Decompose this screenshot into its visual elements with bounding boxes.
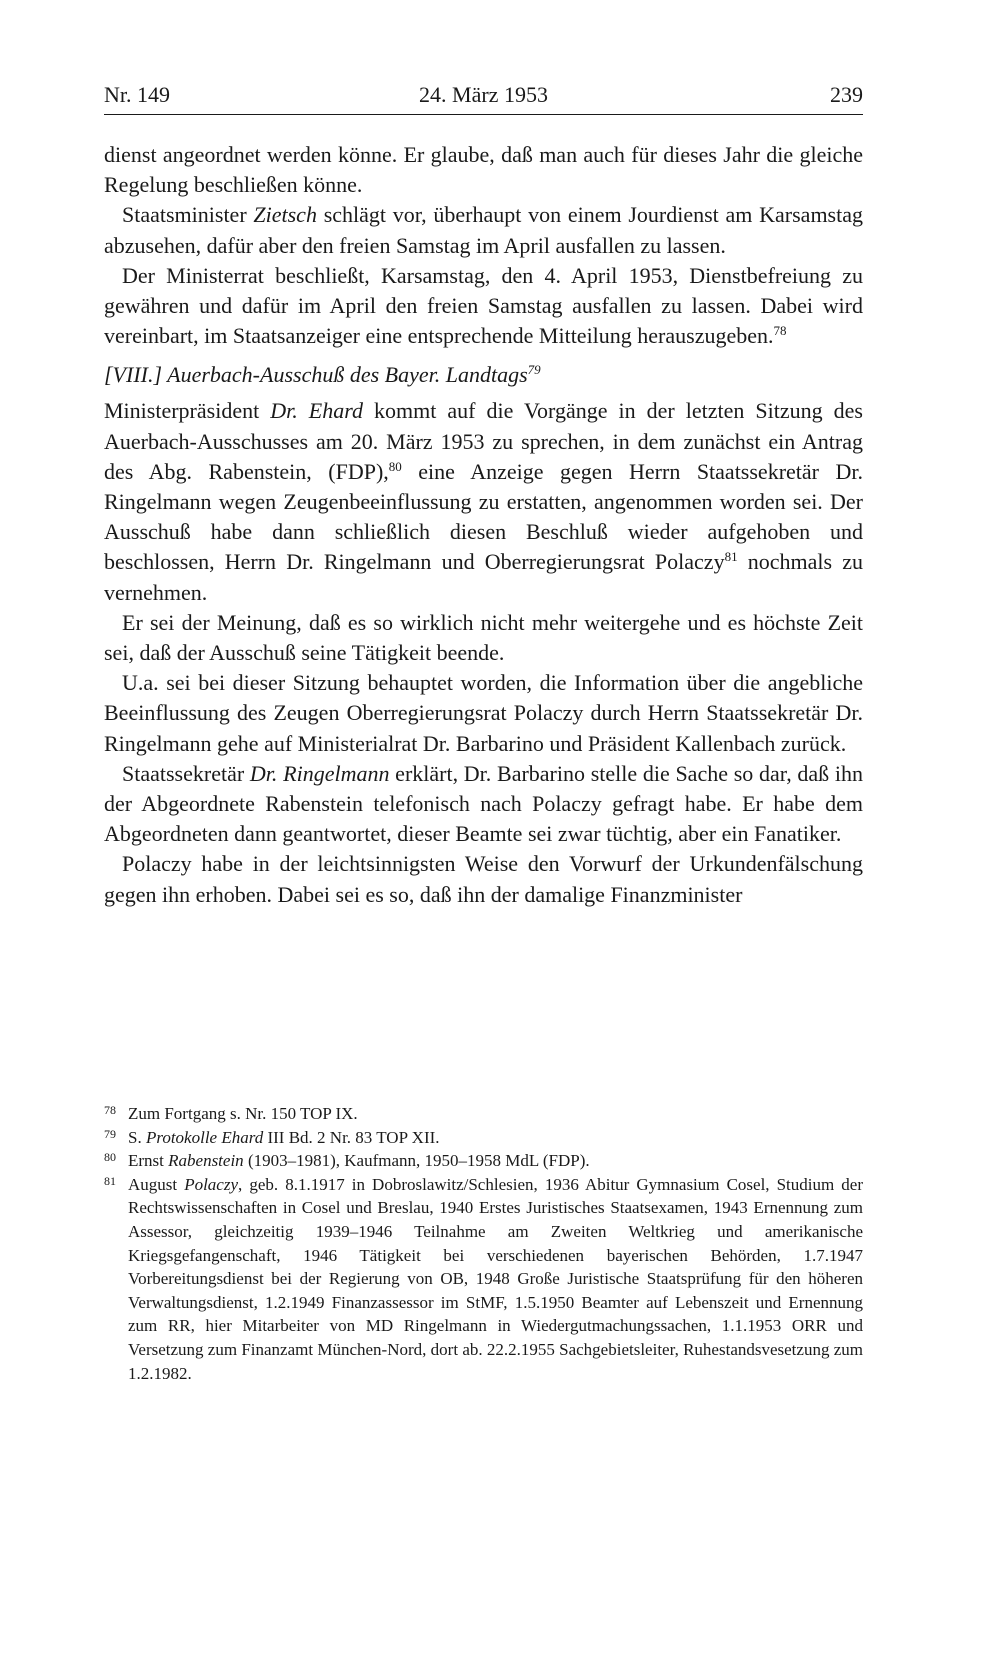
paragraph-resolution: Der Ministerrat beschließt, Karsamstag, den 4. April 1953, Dienstbefreiung zu gewähren und dafür im April den freien Samstag ausfallen zu lassen. Dabei wird vereinbart, im Staatsanzeiger eine entsprechende Mitteilung herauszugeben.$^{78}$ bbox=[104, 262, 863, 349]
footnote-80: 80 Ernst Rabenstein (1903–1981), Kaufmann, 1950–1958 MdL (FDP). bbox=[104, 1150, 590, 1171]
footnote-78: 78 Zum Fortgang s. Nr. 150 TOP IX. bbox=[104, 1103, 358, 1123]
footnote-number: 79 bbox=[104, 1126, 116, 1141]
page-number: 239 bbox=[830, 82, 863, 107]
running-header bbox=[104, 80, 863, 115]
document-date: 24. März 1953 bbox=[419, 82, 548, 107]
paragraph-ringelmann: Staatssekretär Dr. Ringelmann erklärt, Dr. Barbarino stelle die Sache so dar, daß ihn der Abgeordnete Rabenstein telefonisch nach Polaczy gefragt habe. Er habe dem Abgeordneten dann geantwortet, dieser Beamte sei zwar tüchtig, aber ein Fanatiker. bbox=[104, 760, 864, 847]
speaker-name: Dr. Ehard bbox=[270, 398, 363, 424]
footnote-number: 78 bbox=[104, 1103, 116, 1117]
footnote-number: 81 bbox=[104, 1173, 116, 1188]
paragraph-continuation: dienst angeordnet werden könne. Er glaube, daß man auch für dieses Jahr die gleiche Regelung beschließen könne. bbox=[104, 142, 863, 198]
footnote-ref-79[interactable]: 79 bbox=[527, 362, 541, 378]
paragraph-polaczy: Polaczy habe in der leichtsinnigsten Weise den Vorwurf der Urkundenfälschung gegen ihn erhoben. Dabei sei es so, daß ihn der damalige Finanzminister bbox=[104, 851, 863, 907]
document-number: Nr. 149 bbox=[104, 82, 170, 107]
section-heading bbox=[104, 360, 863, 390]
paragraph-claim: U.a. sei bei dieser Sitzung behauptet worden, die Information über die angebliche Beeinflussung des Zeugen Oberregierungsrat Polaczy durch Herrn Staatssekretär Dr. Ringelmann gehe auf Ministerialrat Dr. Barbarino und Präsident Kallenbach zurück. bbox=[104, 670, 863, 756]
footnote-ref-78[interactable]: 78 bbox=[773, 323, 787, 339]
speaker-name: Dr. Ringelmann bbox=[249, 760, 390, 786]
section-title: Auerbach-Ausschuß des Bayer. Landtags bbox=[162, 362, 528, 388]
footnote-81: 81 August Polaczy, geb. 8.1.1917 in Dobroslawitz/Schlesien, 1936 Abitur Gymnasium Cosel, Studium der Rechtswissenschaften in Cosel und Breslau, 1940 Erstes Juristisches Staatsexamen, 1943 Ernennung zum Assessor, gleichzeitig 1939–1946 Teilnahme am Zweiten Weltkrieg und amerikanische Kriegsgefangenschaft, 1946 Tätigkeit bei verschiedenen bayerischen Behörden, 1.7.1947 Vorbereitungsdienst bei der Regierung von OB, 1948 Große Juristische Staatsprüfung für den höheren Verwaltungsdienst, 1.2.1949 Finanzassessor im StMF, 1.5.1950 Beamter auf Lebenszeit und Ernennung zum RR, hier Mitarbeiter von MD Ringelmann in Wiedergutmachungssachen, 1.1.1953 ORR und Versetzung zum Finanzamt München-Nord, dort ab. 22.2.1955 Sachgebietsleiter, Ruhestandsvesetzung zum 1.2.1982. bbox=[104, 1173, 863, 1383]
footnote-ref-80[interactable]: 80 bbox=[388, 458, 402, 474]
main-text bbox=[104, 140, 863, 910]
footnote-number: 80 bbox=[104, 1150, 116, 1165]
paragraph-zietsch: Staatsminister Zietsch schlägt vor, überhaupt von einem Jourdienst am Karsamstag abzusehen, dafür aber den freien Samstag im April ausfallen zu lassen. bbox=[104, 202, 863, 258]
section-number: [VIII.] bbox=[104, 362, 163, 388]
footnote-79: 79 S. Protokolle Ehard III Bd. 2 Nr. 83 TOP XII. bbox=[104, 1126, 440, 1147]
footnotes bbox=[104, 1102, 863, 1385]
footnote-ref-81[interactable]: 81 bbox=[724, 549, 738, 565]
paragraph-opinion: Er sei der Meinung, daß es so wirklich nicht mehr weitergehe und es höchste Zeit sei, daß der Ausschuß seine Tätigkeit beende. bbox=[104, 609, 863, 666]
paragraph-ehard: Ministerpräsident Dr. Ehard kommt auf die Vorgänge in der letzten Sitzung des Auerbach-Ausschusses am 20. März 1953 zu sprechen, in dem zunächst ein Antrag des Abg. Rabenstein, (FDP),$^{80}$ eine Anzeige gegen Herrn Staatssekretär Dr. Ringelmann wegen Zeugenbeeinflussung zu erstatten, angenommen worden sei. Der Ausschuß habe dann schließlich diesen Beschluß wieder aufgehoben und beschlossen, Herrn Dr. Ringelmann und Oberregierungsrat Polaczy$^{81}$ nochmals zu vernehmen. bbox=[104, 398, 863, 605]
speaker-name: Zietsch bbox=[253, 202, 317, 228]
